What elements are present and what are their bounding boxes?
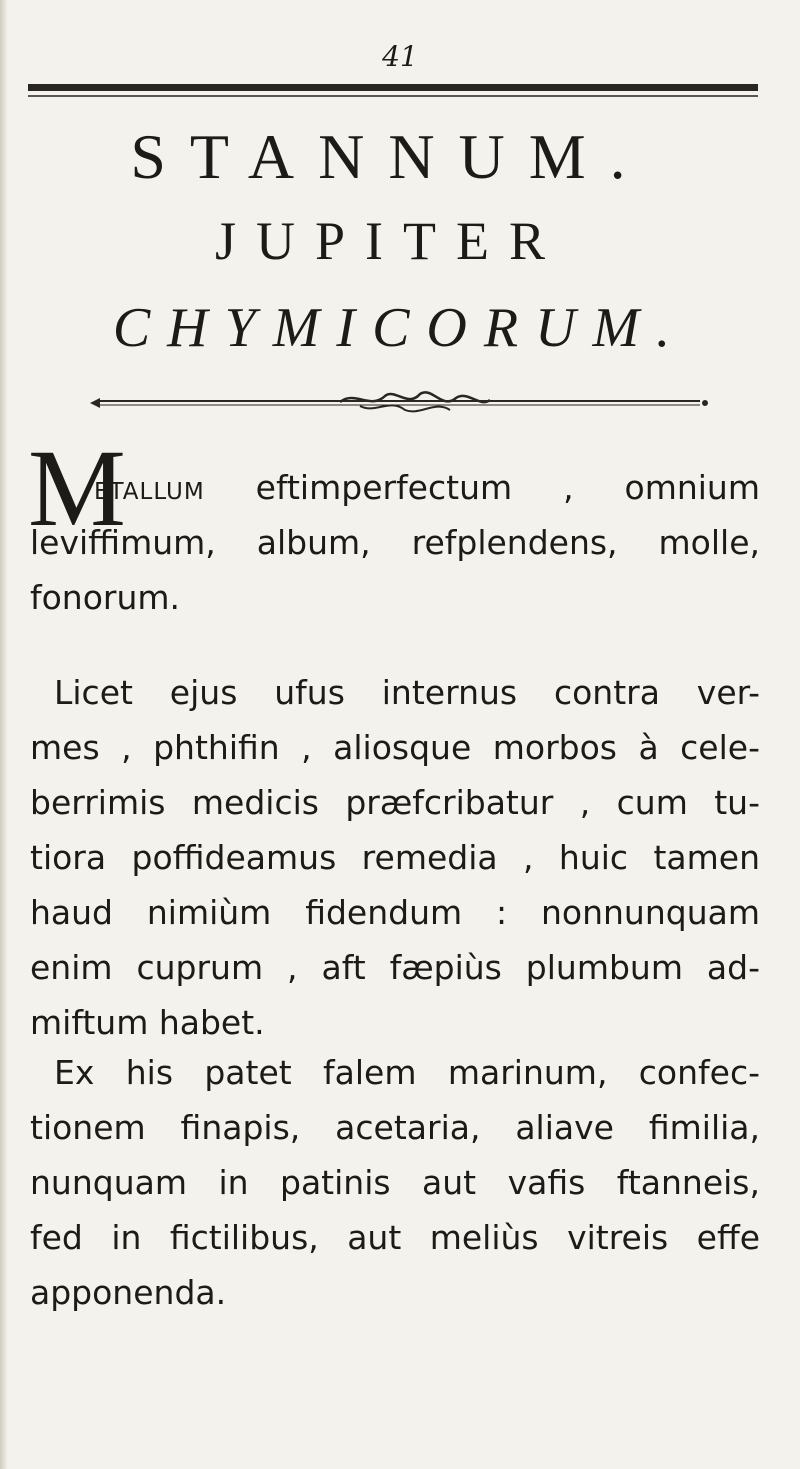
paragraph-1-line-3: fonorum. bbox=[30, 578, 181, 617]
paragraph-3-line: apponenda. bbox=[30, 1273, 227, 1312]
chapter-title: STANNUM. bbox=[130, 121, 650, 192]
paragraph-1-line-2: leviffimum, album, refplendens, molle, bbox=[30, 523, 760, 562]
paragraph-3-line: Ex his patet falem marinum, confec- bbox=[54, 1053, 760, 1092]
paragraph-3 bbox=[30, 1045, 760, 1320]
paragraph-2-line: berrimis medicis præfcribatur , cum tu- bbox=[30, 783, 760, 822]
paragraph-3-line: fed in fictilibus, aut meliùs vitreis effe bbox=[30, 1218, 760, 1257]
line-text: eftimperfectum , omnium bbox=[255, 468, 760, 507]
paragraph-1 bbox=[30, 460, 760, 625]
paragraph-2-line: Licet ejus ufus internus contra ver- bbox=[54, 673, 760, 712]
paragraph-2-line: haud nimiùm fidendum : nonnunquam bbox=[30, 893, 760, 932]
page-number: 41 bbox=[382, 40, 418, 73]
lead-word: etallum bbox=[94, 468, 205, 507]
paragraph-1-line-1 bbox=[30, 460, 760, 515]
paragraph-2-line: enim cuprum , aft fæpiùs plumbum ad- bbox=[30, 948, 760, 987]
ornament-rule-icon bbox=[90, 388, 710, 418]
paragraph-2-line: miftum habet. bbox=[30, 1003, 265, 1042]
header-rule-thick bbox=[28, 84, 758, 91]
paragraph-2 bbox=[30, 665, 760, 1050]
chapter-subtitle: JUPITER bbox=[214, 211, 565, 271]
paragraph-3-line: tionem finapis, acetaria, aliave fimilia, bbox=[30, 1108, 760, 1147]
header-rule-thin bbox=[28, 95, 758, 97]
paragraph-2-line: tiora poffideamus remedia , huic tamen bbox=[30, 838, 760, 877]
paragraph-3-line: nunquam in patinis aut vafis ftanneis, bbox=[30, 1163, 760, 1202]
drop-cap: M bbox=[28, 427, 126, 549]
page-gutter-shadow bbox=[0, 0, 8, 1469]
paragraph-2-line: mes , phthifin , aliosque morbos à cele- bbox=[30, 728, 760, 767]
chapter-subtitle-italic: CHYMICORUM. bbox=[112, 297, 688, 359]
